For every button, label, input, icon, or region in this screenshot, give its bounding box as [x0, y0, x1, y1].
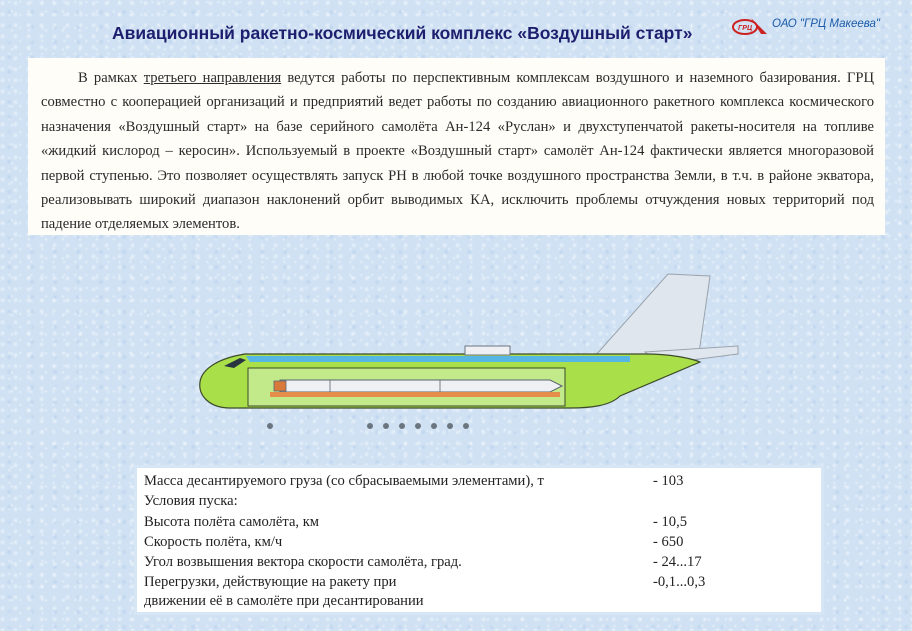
spec-label: Угол возвышения вектора скорости самолёта, град. [144, 554, 462, 570]
description-paragraph [41, 66, 874, 237]
description-text-start: В рамках [78, 70, 144, 86]
spec-row [144, 493, 804, 513]
wing-root [465, 346, 510, 355]
specs-table [134, 465, 824, 615]
spec-value: - 24...17 [653, 554, 702, 570]
spec-row [144, 534, 804, 554]
spec-row [144, 574, 804, 594]
landing-gear [267, 423, 469, 429]
spec-label: Скорость полёта, км/ч [144, 534, 283, 550]
description-box [28, 58, 885, 235]
spec-row [144, 473, 804, 493]
description-text-rest: ведутся работы по перспективным комплексам воздушного и наземного базирования. ГРЦ совместно с кооперацией организаций и предприятий ведет работы по созданию авиационного ракетного комплекса космического назначения «Воздушный старт» на базе серийного самолёта Ан-124 «Руслан» и двухступенчатой ракеты-носителя на топливе «жидкий кислород – керосин». Используемый в проекте «Воздушный старт» самолёт Ан-124 фактически является многоразовой первой ступенью. Это позволяет осуществлять запуск РН в любой точке воздушного пространства Земли, в т.ч. в районе экватора, реализовывать широкий диапазон наклонений орбит выводимых КА, исключить проблемы отчуждения новых территорий под падение отделяемых элементов. [41, 70, 874, 233]
rocket-body [280, 380, 562, 392]
spec-row [144, 554, 804, 574]
spec-value: - 650 [653, 534, 684, 550]
spec-label: Условия пуска: [144, 493, 238, 509]
third-direction-link[interactable]: третьего направления [143, 70, 282, 86]
grc-logo-icon [731, 14, 771, 38]
page-title: Авиационный ракетно-космический комплекс «Воздушный старт» [112, 23, 693, 43]
spec-label: Масса десантируемого груза (со сбрасываемыми элементами), т [144, 473, 544, 489]
spec-row [144, 593, 804, 613]
an124-airplane-diagram [190, 268, 740, 438]
spec-label: Перегрузки, действующие на ракету при [144, 574, 397, 590]
cabin-stripe [246, 356, 630, 362]
spec-row [144, 514, 804, 534]
spec-value: - 10,5 [653, 514, 688, 530]
rocket-pallet [270, 392, 560, 397]
organization-name: ОАО "ГРЦ Макеева" [772, 18, 880, 30]
spec-label: Высота полёта самолёта, км [144, 514, 320, 530]
spec-label: движении её в самолёте при десантировании [144, 593, 424, 609]
logo-text: ГРЦ [738, 25, 753, 32]
rocket-nozzle [274, 381, 286, 391]
spec-value: -0,1...0,3 [653, 574, 706, 590]
tail-fin [595, 274, 710, 360]
spec-value: - 103 [653, 473, 684, 489]
